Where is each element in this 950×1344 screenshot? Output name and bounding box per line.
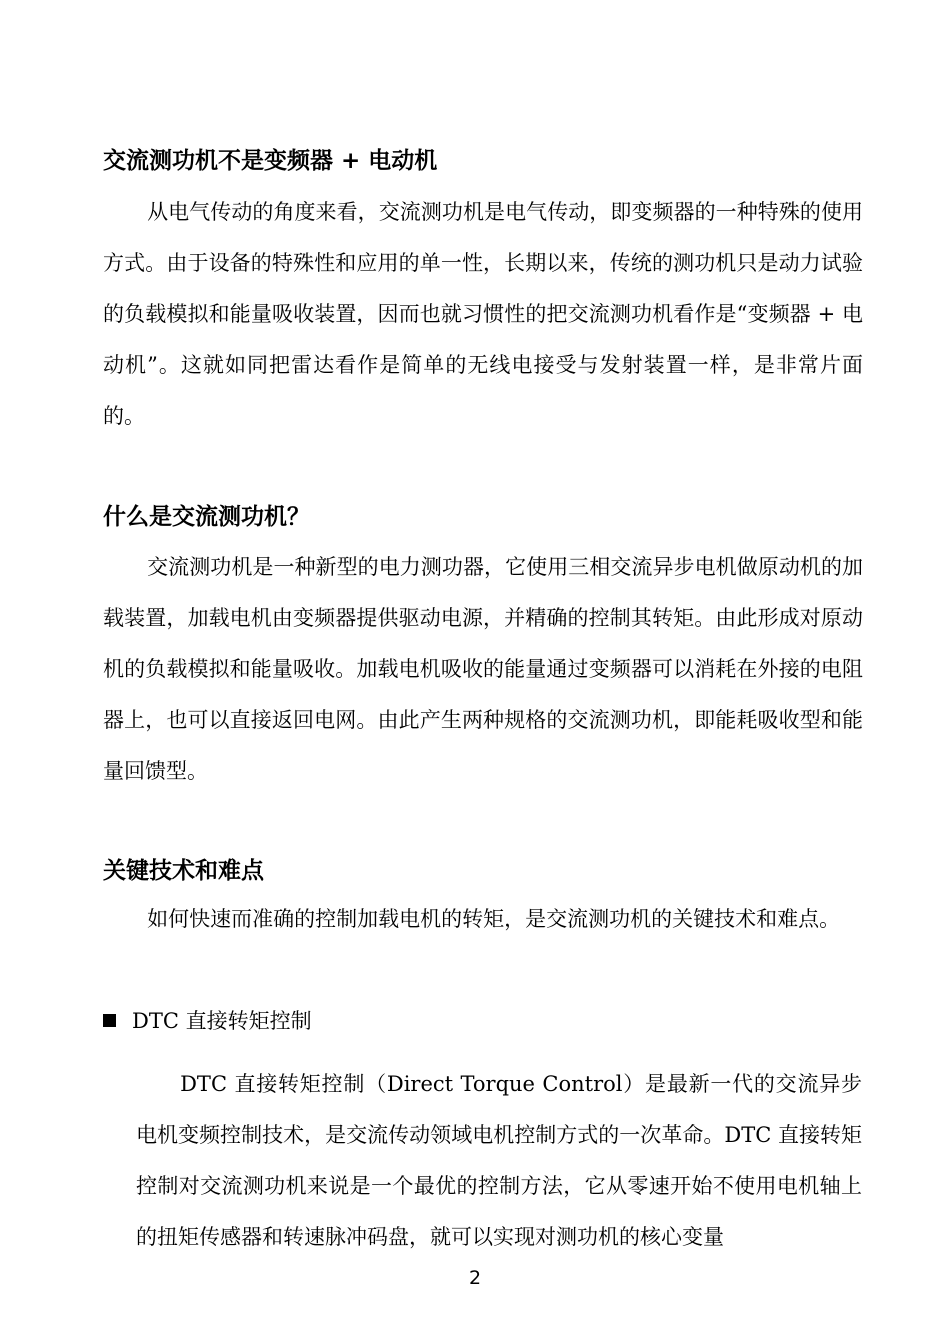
section-body-not-inverter: 从电气传动的角度来看，交流测功机是电气传动，即变频器的一种特殊的使用方式。由于设备的特殊性和应用的单一性，长期以来，传统的测功机只是动力试验的负载模拟和能量吸收装置，因而也就习惯性的把交流测功机看作是“变频器 + 电动机”。这就如同把雷达看作是简单的无线电接受与发射装置一样，是非常片面的。 — [103, 200, 863, 428]
square-bullet-icon — [103, 1014, 116, 1027]
bullet-item-dtc — [103, 1006, 312, 1036]
section-heading-not-inverter: 交流测功机不是变频器 + 电动机 — [103, 148, 438, 174]
section-body-key-tech: 如何快速而准确的控制加载电机的转矩，是交流测功机的关键技术和难点。 — [147, 907, 841, 931]
bullet-label: DTC 直接转矩控制 — [132, 1009, 312, 1033]
section-body-what-is: 交流测功机是一种新型的电力测功器，它使用三相交流异步电机做原动机的加载装置，加载电机由变频器提供驱动电源，并精确的控制其转矩。由此形成对原动机的负载模拟和能量吸收。加载电机吸收的能量通过变频器可以消耗在外接的电阻器上，也可以直接返回电网。由此产生两种规格的交流测功机，即能耗吸收型和能量回馈型。 — [103, 555, 863, 783]
section-heading-key-tech: 关键技术和难点 — [103, 858, 264, 884]
bullet-body-dtc: DTC 直接转矩控制（Direct Torque Control）是最新一代的交流异步电机变频控制技术，是交流传动领域电机控制方式的一次革命。DTC 直接转矩控制对交流测功机来说是一个最优的控制方法，它从零速开始不使用电机轴上的扭矩传感器和转速脉冲码盘，就可以实现对测功机的核心变量 — [136, 1072, 862, 1249]
section-heading-what-is: 什么是交流测功机？ — [103, 504, 310, 530]
page-number: 2 — [468, 1267, 482, 1289]
